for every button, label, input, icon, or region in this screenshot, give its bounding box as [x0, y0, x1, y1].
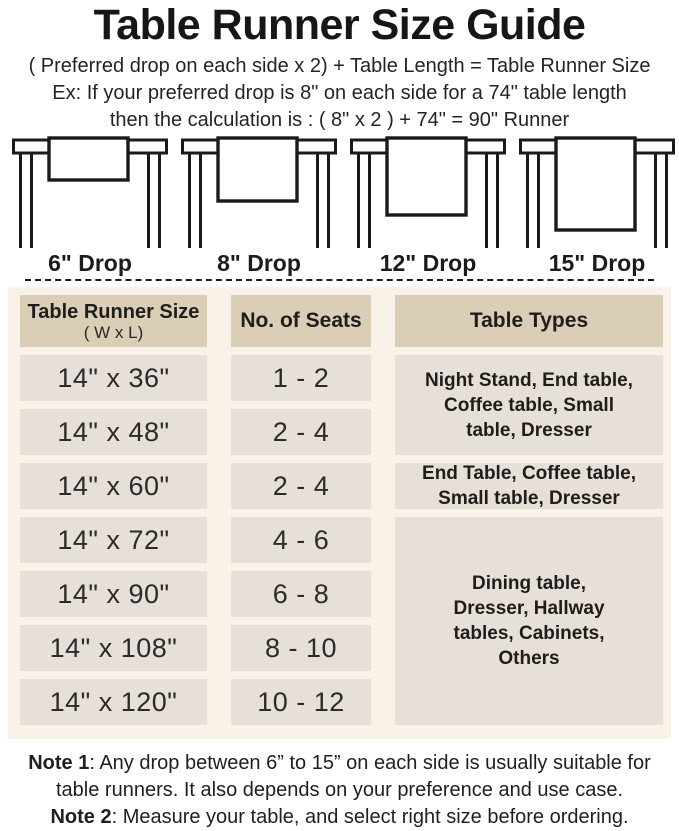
seats-cell: 8 - 10	[231, 625, 371, 671]
runner-size-cell: 14" x 72"	[20, 517, 207, 563]
runner-drape	[49, 138, 128, 180]
seats-cell: 6 - 8	[231, 571, 371, 617]
note-text: : Measure your table, and select right size before ordering.	[111, 806, 629, 828]
table-types-cell	[395, 517, 663, 725]
drop-illustration	[517, 136, 677, 275]
table-types-line: Coffee table, Small	[444, 394, 614, 416]
size-guide-page	[0, 2, 679, 828]
header-runner-size-label: Table Runner Size	[27, 300, 200, 323]
note-line	[0, 750, 679, 777]
table-types-line: Night Stand, End table,	[425, 369, 633, 391]
note-line	[0, 804, 679, 831]
drop-illustration	[10, 136, 170, 275]
header-table-types-label: Table Types	[469, 309, 589, 332]
note-label: Note 1	[28, 752, 90, 774]
table-types-line: Dresser, Hallway	[453, 598, 605, 619]
table-runner-illustration	[517, 136, 677, 248]
size-table	[20, 295, 663, 725]
table-types-line: End Table, Coffee table,	[422, 463, 636, 484]
table-types-line: Dining table,	[472, 573, 586, 594]
header-seats	[231, 295, 371, 347]
notes-section	[0, 750, 679, 831]
table-runner-illustration	[10, 136, 170, 248]
note-text: table runners. It also depends on your preference and use case.	[55, 779, 624, 801]
table-types-cell	[395, 355, 663, 455]
table-types-line: Others	[498, 648, 560, 669]
drop-label: 15" Drop	[548, 250, 646, 276]
header-table-types	[395, 295, 663, 347]
seats-cell: 4 - 6	[231, 517, 371, 563]
seats-cell: 1 - 2	[231, 355, 371, 401]
table-types-line: tables, Cabinets,	[453, 623, 605, 644]
runner-drape	[387, 138, 466, 215]
runner-size-cell: 14" x 90"	[20, 571, 207, 617]
header-runner-size	[20, 295, 207, 347]
table-types-cell	[395, 463, 663, 509]
drop-illustration	[348, 136, 508, 275]
header-seats-label: No. of Seats	[240, 309, 362, 332]
table-types-line: table, Dresser	[466, 419, 592, 441]
drop-illustrations-row	[0, 136, 679, 275]
runner-size-cell: 14" x 48"	[20, 409, 207, 455]
note-line	[0, 777, 679, 804]
table-runner-illustration	[179, 136, 339, 248]
page-title: Table Runner Size Guide	[93, 1, 586, 49]
formula-line: ( Preferred drop on each side x 2) + Table Length = Table Runner Size	[28, 55, 651, 77]
header-runner-size-sublabel: ( W x L)	[83, 322, 144, 342]
drop-label: 12" Drop	[379, 250, 477, 276]
drop-illustration	[179, 136, 339, 275]
runner-size-cell: 14" x 60"	[20, 463, 207, 509]
runner-drape	[556, 138, 635, 230]
dashed-divider	[25, 279, 654, 281]
runner-size-cell: 14" x 120"	[20, 679, 207, 725]
runner-size-cell: 14" x 108"	[20, 625, 207, 671]
seats-cell: 2 - 4	[231, 463, 371, 509]
note-text: : Any drop between 6” to 15” on each side is usually suitable for	[89, 752, 651, 774]
example-line-2: then the calculation is : ( 8" x 2 ) + 74" = 90" Runner	[109, 109, 570, 131]
seats-cell: 10 - 12	[231, 679, 371, 725]
table-runner-illustration	[348, 136, 508, 248]
drop-label: 6" Drop	[48, 250, 132, 276]
drop-label: 8" Drop	[217, 250, 301, 276]
example-line-1: Ex: If your preferred drop is 8" on each side for a 74" table length	[52, 82, 627, 104]
seats-cell: 2 - 4	[231, 409, 371, 455]
note-label: Note 2	[50, 806, 112, 828]
table-types-line: Small table, Dresser	[438, 488, 620, 509]
runner-drape	[218, 138, 297, 201]
runner-size-cell: 14" x 36"	[20, 355, 207, 401]
size-table-panel	[8, 287, 671, 739]
